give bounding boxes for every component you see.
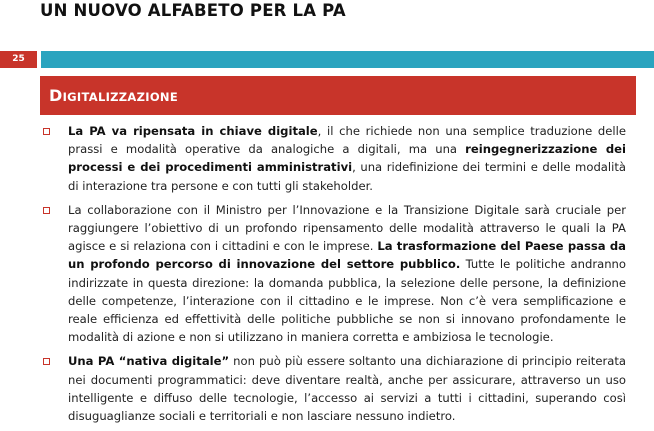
bullet-text: Tutte le politiche andranno indirizzate in questa direzione: la domanda pubblica, la selezione delle persone, la definizione delle competenze, l’interazione con il cittadino e le imprese. Non c’è vera semplificazione e reale efficienza ed effettività delle politiche pubbliche se non si innovano profondamente le modalità di azione e non si utilizzano in maniera corretta e ambiziosa le tecnologie. <box>68 257 626 345</box>
section-title-initial: D <box>49 86 63 105</box>
square-bullet-icon <box>43 358 50 365</box>
section-title <box>49 86 178 105</box>
bullet-bold-text: La PA va ripensata in chiave digitale <box>68 124 318 138</box>
page-number: 25 <box>0 51 37 68</box>
bullet-item <box>40 201 626 347</box>
bullet-text: , una ridefinizione dei termini e delle modalità di interazione tra persone e con tutti gli stakeholder. <box>68 160 627 193</box>
section-title-rest: IGITALIZZAZIONE <box>62 90 179 104</box>
bullet-item <box>40 122 626 195</box>
bullet-bold-text: reingegnerizzazione dei processi e dei procedimenti amministrativi <box>68 142 626 175</box>
square-bullet-icon <box>43 207 50 214</box>
header-bar <box>41 51 654 68</box>
page-title: UN NUOVO ALFABETO PER LA PA <box>40 1 346 20</box>
bullet-bold-text: Una PA “nativa digitale” <box>68 354 230 369</box>
square-bullet-icon <box>43 128 50 135</box>
bullet-text: La collaborazione con il Ministro per l’Innovazione e la Transizione Digitale sarà cruciale per raggiungere l’obiettivo di un profondo ripensamento delle modalità attraverso le quali la PA agisce e si relaziona con i cittadini e con le imprese. <box>68 202 626 254</box>
bullet-item <box>40 352 626 425</box>
bullet-list <box>40 122 626 431</box>
bullet-text: non può più essere soltanto una dichiarazione di principio reiterata nei documenti programmatici: deve diventare realtà, anche per assicurare, attraverso un uso intelligente e diffuso delle tecnologie, l’accesso ai servizi a tutti i cittadini, superando così disuguaglianze sociali e territoriali e non lasciare nessuno indietro. <box>68 354 626 424</box>
section-banner <box>40 76 636 115</box>
bullet-text: , il che richiede non una semplice traduzione delle prassi e modalità operative da analogiche a digitali, ma una <box>68 124 626 157</box>
bullet-bold-text: La trasformazione del Paese passa da un profondo percorso di innovazione del settore pubblico. <box>68 239 626 272</box>
